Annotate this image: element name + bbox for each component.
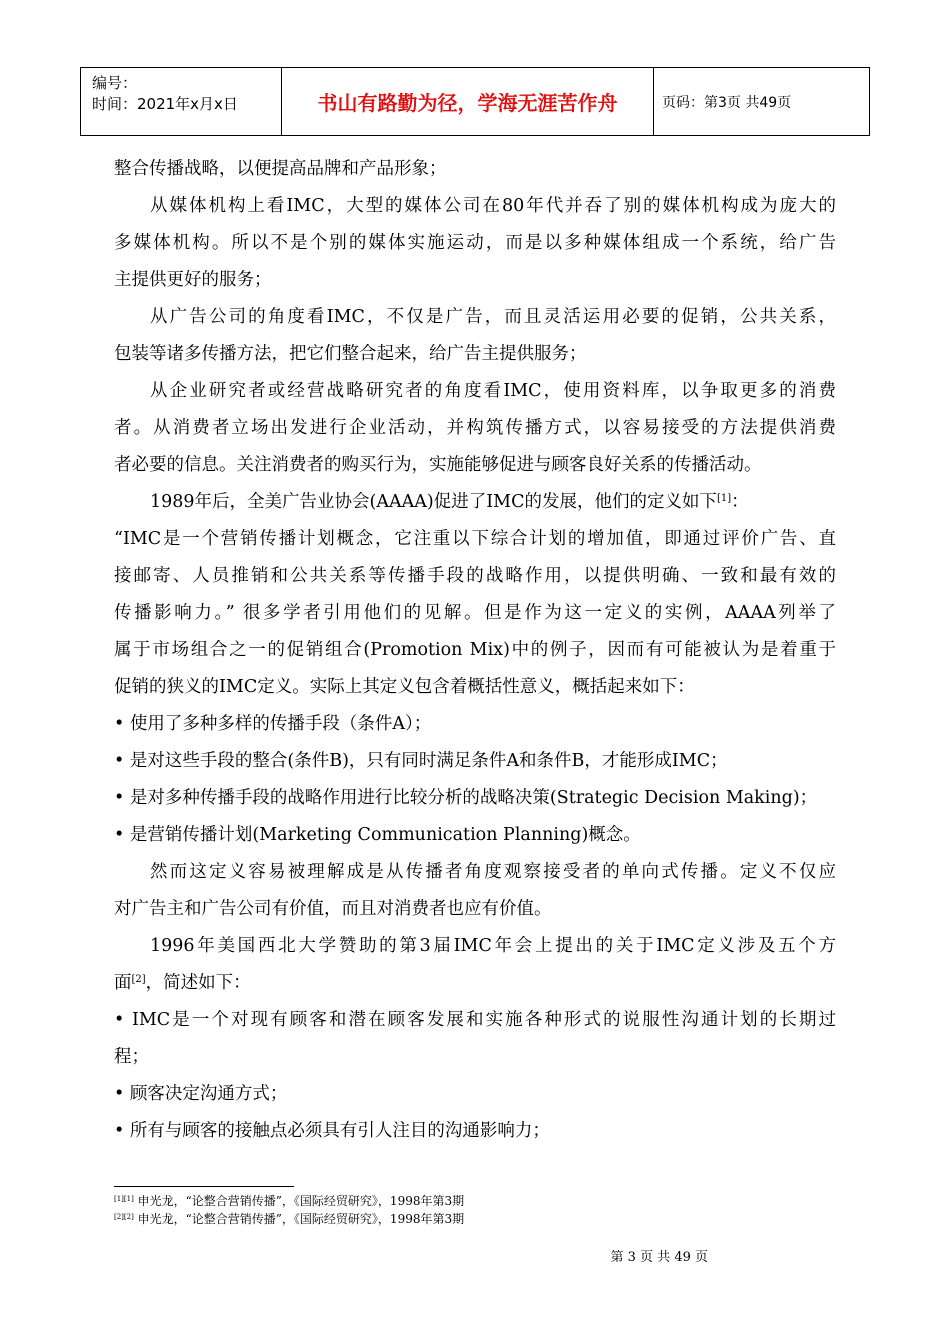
paragraph-line: 从媒体机构上看IMC，大型的媒体公司在80年代并吞了别的媒体机构成为庞大的 — [150, 196, 836, 216]
paragraph-line: 程； — [114, 1047, 149, 1067]
header-page-number: 页码：第3页 共49页 — [662, 94, 792, 111]
footnote: [1][1] 申光龙，“论整合营销传播”，《国际经贸研究》，1998年第3期 — [114, 1194, 465, 1208]
bullet-item: • 顾客决定沟通方式； — [114, 1084, 288, 1104]
bullet-item: • IMC是一个对现有顾客和潜在顾客发展和实施各种形式的说服性沟通计划的长期过 — [114, 1010, 836, 1030]
bullet-item: • 使用了多种多样的传播手段（条件A）； — [114, 714, 432, 734]
paragraph-line: 多媒体机构。所以不是个别的媒体实施运动，而是以多种媒体组成一个系统，给广告 — [114, 233, 836, 253]
paragraph-line: 属于市场组合之一的促销组合(Promotion Mix)中的例子，因而有可能被认为是着重于 — [114, 640, 836, 660]
paragraph-line: 1996年美国西北大学赞助的第3届IMC年会上提出的关于IMC定义涉及五个方 — [150, 936, 836, 956]
paragraph-line: 然而这定义容易被理解成是从传播者角度观察接受者的单向式传播。定义不仅应 — [150, 862, 836, 882]
footnote-mark: [1][1] — [114, 1195, 134, 1203]
paragraph-line: 者。从消费者立场出发进行企业活动，并构筑传播方式，以容易接受的方法提供消费 — [114, 418, 836, 438]
paragraph-line: 主提供更好的服务； — [114, 270, 272, 290]
header-meta — [81, 68, 282, 135]
bullet-item: • 所有与顾客的接触点必须具有引人注目的沟通影响力； — [114, 1121, 550, 1141]
header-motto: 书山有路勤为径，学海无涯苦作舟 — [282, 68, 654, 135]
paragraph-line: 促销的狭义的IMC定义。实际上其定义包含着概括性意义，概括起来如下： — [114, 677, 695, 697]
footnote: [2][2] 申光龙，“论整合营销传播”，《国际经贸研究》，1998年第3期 — [114, 1212, 465, 1226]
body-text — [114, 151, 836, 1150]
paragraph-line: 从广告公司的角度看IMC，不仅是广告，而且灵活运用必要的促销，公共关系， — [150, 307, 836, 327]
footnote-separator — [114, 1186, 294, 1187]
footnote-mark: [2][2] — [114, 1213, 134, 1221]
bullet-item: • 是营销传播计划(Marketing Communication Planning)概念。 — [114, 825, 641, 845]
document-number: 编号： — [92, 74, 138, 92]
bullet-item: • 是对这些手段的整合(条件B)，只有同时满足条件A和条件B，才能形成IMC； — [114, 751, 728, 771]
paragraph-line: 传播影响力。” 很多学者引用他们的见解。但是作为这一定义的实例，AAAA列举了 — [114, 603, 836, 623]
paragraph-line: 对广告主和广告公司有价值，而且对消费者也应有价值。 — [114, 899, 552, 919]
paragraph-line: 接邮寄、人员推销和公共关系等传播手段的战略作用，以提供明确、一致和最有效的 — [114, 566, 836, 586]
paragraph-line: 者必要的信息。关注消费者的购买行为，实施能够促进与顾客良好关系的传播活动。 — [114, 455, 762, 475]
footnote-ref[interactable]: [1] — [716, 493, 732, 504]
paragraph-line: 从企业研究者或经营战略研究者的角度看IMC，使用资料库，以争取更多的消费 — [150, 381, 836, 401]
paragraph-line: “IMC是一个营销传播计划概念，它注重以下综合计划的增加值，即通过评价广告、直 — [114, 529, 836, 549]
page-header — [80, 67, 870, 136]
bullet-item: • 是对多种传播手段的战略作用进行比较分析的战略决策(Strategic Decision Making)； — [114, 788, 818, 808]
paragraph-line: 包装等诸多传播方法，把它们整合起来，给广告主提供服务； — [114, 344, 587, 364]
footnote-ref[interactable]: [2] — [131, 974, 146, 985]
document-time: 时间：2021年x月x日 — [92, 95, 238, 113]
paragraph-line: 面[2]，简述如下： — [114, 973, 251, 993]
footer-page-number: 第 3 页 共 49 页 — [610, 1250, 708, 1265]
paragraph-line: 整合传播战略，以便提高品牌和产品形象； — [114, 159, 447, 179]
page-footer — [0, 1246, 950, 1265]
paragraph-line: 1989年后，全美广告业协会(AAAA)促进了IMC的发展，他们的定义如下[1]： — [150, 492, 749, 512]
